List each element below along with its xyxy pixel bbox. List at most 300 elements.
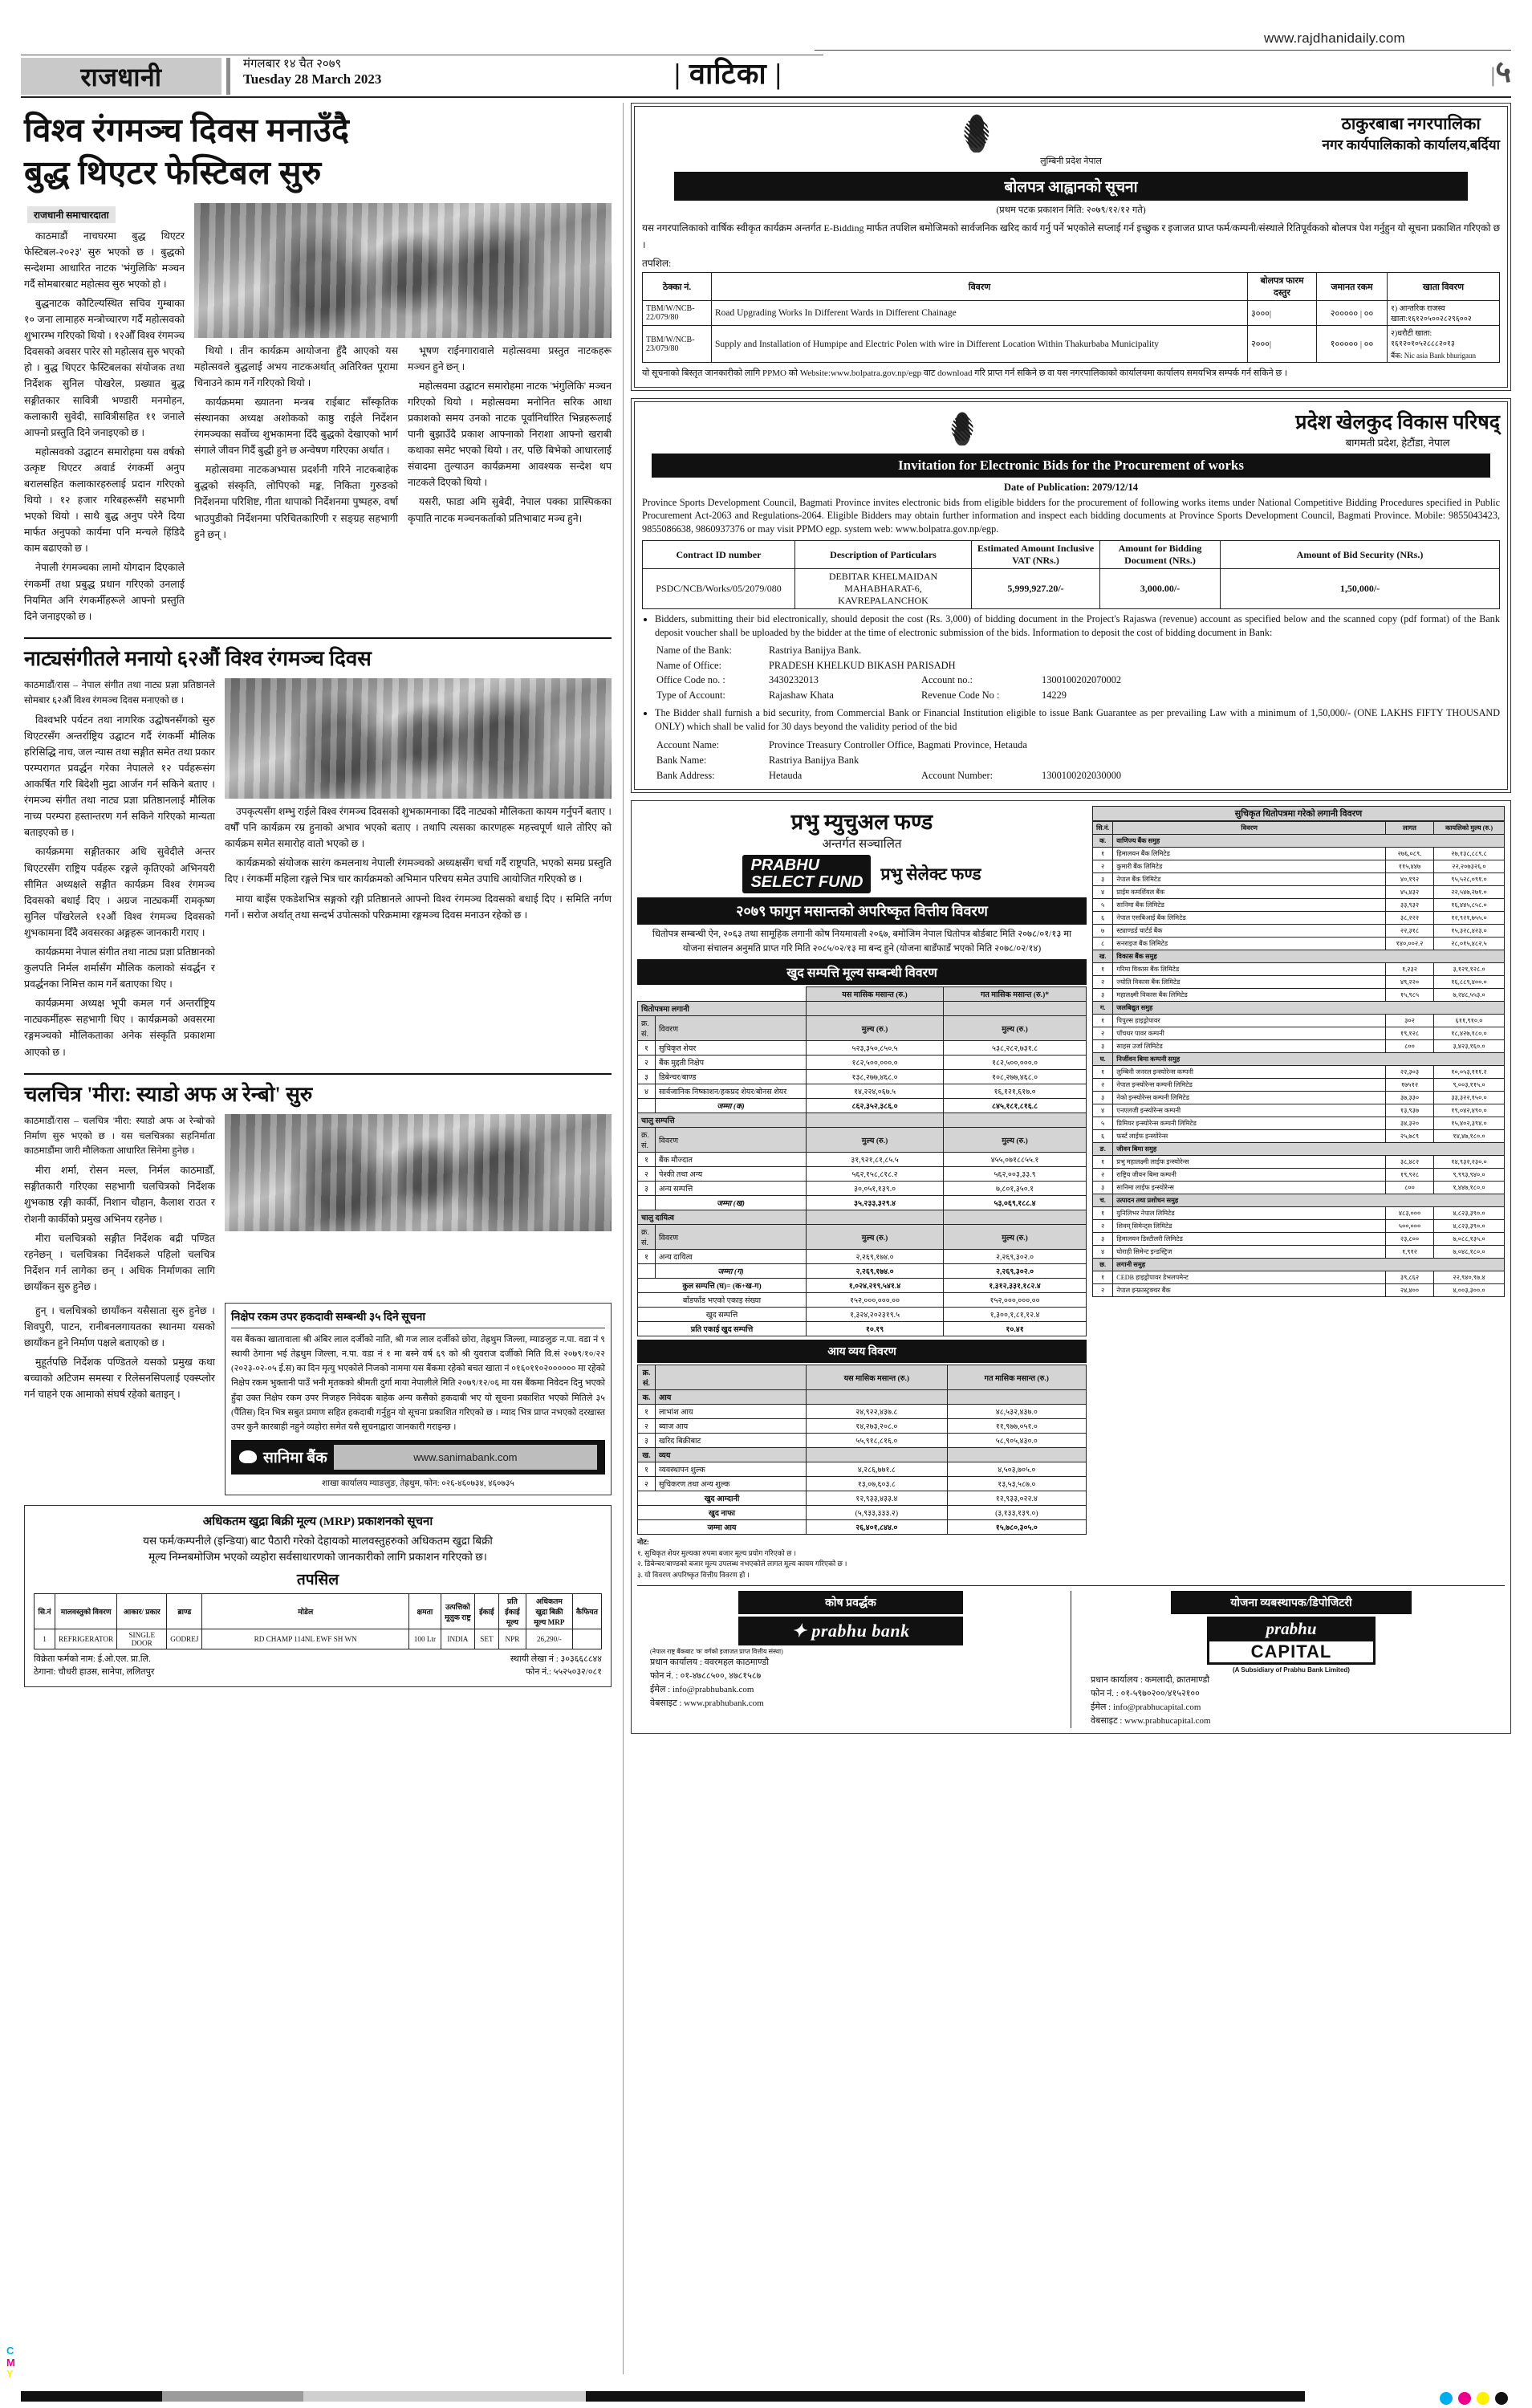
story2-headline: नाट्यसंगीतले मनायाे ६२औं विश्व रंगमञ्च दिवस	[24, 637, 612, 672]
left-column	[21, 103, 615, 2374]
s0r0c1: सुचिकृत शेयर	[656, 1041, 807, 1056]
inv-cell-name: प्राईम कमर्शियल बैंक	[1113, 886, 1386, 899]
inv-cell-name: एनएलजी इन्स्योरेन्स कम्पनी	[1113, 1104, 1386, 1117]
thakurbaba-tender-notice[interactable]	[631, 103, 1511, 391]
inv-cell-cost: १४०,००२.२	[1386, 938, 1434, 950]
tb-th-3: जमानत रकम	[1317, 273, 1388, 301]
mrp-th-6: उत्पत्तिको मूलुक राष्ट्र	[441, 1594, 474, 1629]
table-row	[638, 1084, 1087, 1099]
s2r2c3: १,३१२,३३१,१८२.४	[944, 1279, 1087, 1293]
inv-cell-sn: ३	[1093, 1040, 1113, 1053]
sanima-branch-line: शाखा कार्यालय म्याङलुङ, तेह्रथुम, फोन: ०२६-४६०७३४, ४६०७३५	[322, 1479, 514, 1488]
sponsor-email[interactable]: ईमेल : info@prabhubank.com	[650, 1685, 754, 1695]
manager-label: योजना व्यबस्थापक/डिपोजिटरी	[1171, 1591, 1412, 1614]
table-row	[1093, 1220, 1505, 1233]
s2r1c1: जम्मा (ग)	[656, 1264, 807, 1279]
inv-cell-sn: २	[1093, 1220, 1113, 1233]
sanima-bank-ad[interactable]	[225, 1303, 612, 1495]
s1r2c1: अन्य सम्पत्ति	[656, 1182, 807, 1196]
bg-td-3: 3,000.00/-	[1100, 569, 1221, 609]
inv-group-key: छ.	[1093, 1259, 1113, 1271]
prabhu-nav-header-row	[638, 987, 1087, 1002]
bank-value-2b: 1300100202070002	[1042, 674, 1122, 686]
inv-cell-cost: ३३,९३२	[1386, 899, 1434, 912]
lead-para-3: महोत्सवको उद्घाटन समारोहमा यस वर्षको उत्कृष्ट थिएटर अवार्ड रंगकर्मी अनुप बरालसहित कलाकारहरुलाई प्रदान गरिएको थियो । १२ हजार गरिबहरूसँगै सहभागी भएको थियो । साथै बुद्ध अनुप परेनै दिया मार्फत अनुपको कार्यमा पनि मन्चले हिंडिदै काम बढाएको छ ।	[24, 445, 185, 555]
inv-cell-name: साहस उर्जा लिमिटेड	[1113, 1040, 1386, 1053]
i5c2: ४,२८६,७७१.८	[807, 1462, 948, 1477]
sec0-sh3: मुल्य (रु.)	[944, 1016, 1087, 1041]
s1r2c3: ७,८०१,३५०.१	[944, 1182, 1087, 1196]
prabhu-mutual-fund-ad[interactable]	[631, 800, 1511, 1734]
i3c3: ५८,९०५,४३०.०	[947, 1434, 1086, 1448]
bank-label-2b: Account no.:	[921, 674, 973, 686]
table-row	[1093, 989, 1505, 1002]
bg-td-2: 5,999,927.20/-	[972, 569, 1100, 609]
manager-email[interactable]: ईमेल : info@prabhucapital.com	[1091, 1702, 1201, 1713]
inv-cell-sn: १	[1093, 1207, 1113, 1220]
bg-th-0: Contract ID number	[643, 541, 795, 569]
table-row	[638, 1506, 1087, 1520]
inv-cell-value: ४,८२३,३९०.०	[1434, 1207, 1505, 1220]
masthead-rule	[815, 50, 1511, 51]
story2-photo	[225, 678, 612, 799]
s0r4c0	[638, 1099, 656, 1113]
table-row	[638, 1182, 1087, 1196]
color-calibration-bar	[21, 2391, 1305, 2402]
tb-th-2: बोलपत्र फारम दस्तुर	[1248, 273, 1317, 301]
tb-r1-account: २)धराैटी खाता: १६१२०१०५२८८८२०१३	[1391, 329, 1455, 348]
inv-cell-cost: २४,४००	[1386, 1284, 1434, 1297]
section-title: | वाटिका |	[674, 58, 782, 90]
inv-cell-cost: ३८,२२२	[1386, 912, 1434, 925]
s1r2c0: ३	[638, 1182, 656, 1196]
thakurbaba-inner	[634, 106, 1508, 388]
inv-cell-cost: १९,९२८	[1386, 1169, 1434, 1182]
sanima-logo-icon	[239, 1450, 257, 1463]
i4c1: व्यय	[656, 1448, 807, 1462]
prabhu-bank-logo[interactable]	[738, 1617, 963, 1645]
i8c2: (५,९३३,३३३.२)	[807, 1506, 948, 1520]
bagmati-bullets-2	[642, 706, 1500, 734]
s0r0c0: १	[638, 1041, 656, 1056]
inv-cell-name: स्ट्याण्डर्ड चार्टर्ड बैंक	[1113, 925, 1386, 938]
s2r0c0: १	[638, 1250, 656, 1264]
table-row	[638, 1462, 1087, 1477]
bg-td-1: DEBITAR KHELMAIDAN MAHABHARAT-6, KAVREPALANCHOK	[795, 569, 972, 609]
table-row	[35, 1629, 602, 1649]
s0r3c2: १४,२२४,०६७.५	[807, 1084, 944, 1099]
lead-headline-line2: बुद्ध थिएटर फेस्टिबल सुरु	[24, 154, 322, 192]
i9c3: १५,७८०,३०५.०	[947, 1520, 1086, 1535]
s1r3c2: ३५,२३३,३२९.४	[807, 1196, 944, 1210]
s1r1c1: पेश्की तथा अन्य	[656, 1167, 807, 1182]
s2r4c2: १,३२४,२०२३१९.५	[807, 1308, 944, 1322]
mrp-td-0: 1	[35, 1629, 55, 1649]
inv-cell-value: १५,३२८,४२३.०	[1434, 925, 1505, 938]
inv-th-3: कायलिको मुल्य (रु.)	[1434, 822, 1505, 835]
lead-headline	[24, 109, 612, 195]
s1r1c0: २	[638, 1167, 656, 1182]
inv-cell-value: १४,९३२,२३०.०	[1434, 1156, 1505, 1169]
inv-group-key: ख.	[1093, 950, 1113, 963]
bg-td-4: 1,50,000/-	[1221, 569, 1500, 609]
table-row	[643, 569, 1500, 609]
inv-cell-value: २७,१३८,८८९.८	[1434, 848, 1505, 860]
i2c1: ब्याज आय	[656, 1419, 807, 1434]
acct-value-2b: 1300100202030000	[1042, 770, 1122, 782]
inv-cell-value: १५,४०२,३९४.०	[1434, 1117, 1505, 1130]
s2r2c2: १,०२४,२१९,५४१.४	[807, 1279, 944, 1293]
bagmati-body: Province Sports Development Council, Bagmati Province invites electronic bids from eligible bidders for the procurement of following works items under National Competitive Bidding Procedures specified in Public Procurement Act-2063 and Regulations-2064. Eligible Bidders may obtain further information and inspect each bidding documents at Province Sports Development Council, Bagmati Province. Mobile: 9855043423, 9855086638, 9860937376 or may visit PPMO egp. system web: www.bolpatra.gov.np/egp.	[642, 496, 1500, 535]
table-row	[1093, 976, 1505, 989]
story2-dek: काठमाडौं/रास – नेपाल संगीत तथा नाट्य प्रज्ञा प्रतिष्ठानले सोमबार ६२औं विश्व रंगमञ्च दिवस मनाएको छ ।	[24, 680, 215, 706]
right-column	[623, 103, 1511, 2374]
table-row	[638, 1434, 1087, 1448]
story3-para-3: हुन् । चलचित्रकाे छायाँकन यसैसाता सुरु हुनेछ । शिवपुरी, पाटन, रानीबनलगायतका स्थानमा यसकाे छायाँकन हुने निर्माण पक्षले बताएकाे छ ।	[24, 1305, 215, 1349]
mrp-seller-address: ठेगाना: चौधरी हाउस, सानेपा, ललितपुर	[34, 1667, 155, 1678]
s1r3c3: ५३,०६९,१८८.४	[944, 1196, 1087, 1210]
s1r1c2: ५६२,१५८,८१८.२	[807, 1167, 944, 1182]
table-row	[1093, 912, 1505, 925]
inv-cell-name: नेको इन्स्योरेन्स कम्पनी लिमिटेड	[1113, 1092, 1386, 1104]
i2c3: ११,९७७,०५१.०	[947, 1419, 1086, 1434]
prabhu-nav-body	[638, 1002, 1087, 1336]
tb-r1-fee: २०००|	[1248, 326, 1317, 363]
thakurbaba-org-line1: ठाकुरबाबा नगरपालिका	[1341, 114, 1481, 133]
inv-cell-sn: ३	[1093, 1233, 1113, 1246]
mrp-th-4: मोडेल	[202, 1594, 408, 1629]
inv-cell-sn: २	[1093, 1169, 1113, 1182]
inv-cell-sn: ४	[1093, 1246, 1113, 1259]
sec1-sh3: मुल्य (रु.)	[944, 1128, 1087, 1153]
story-meera-film	[21, 1073, 615, 1298]
s2r5c1: प्रति एकाई खुद सम्पत्ति	[638, 1322, 807, 1336]
story2-para-4: कार्यक्रममा अध्यक्ष भूपी कमल गर्न अन्तर्राष्ट्रिय नाट्यकर्मीहरू सहभागी थिए । कार्यक्रमकाे अवसरमा रङ्गमञ्चकाे मौलिकताका अनेक संस्कृति प्रकाशमा आएकाे छ ।	[24, 998, 215, 1058]
mrp-td-8: NPR	[498, 1629, 526, 1649]
story2-para-5: उपकृत्यसँग शम्भु राईले विश्व रंगमञ्च दिवसकाे शुभकामनाका दिँदै नाट्यकाे मौलिकता कायम गर्नुपर्ने बताए । वर्षौँ पनि कार्यक्रम रम्र हुनाकाे अभाव भएकाे बताए । तथापि त्यसका कारणहरू महत्त्वपूर्ण थाले ताेरिए काे कार्यक्रम समेत समारोह वाताे भएकाे छ ।	[225, 806, 612, 850]
i3c1: खरिद बिक्रीबाट	[656, 1434, 807, 1448]
sanima-logo-bar[interactable]	[231, 1440, 605, 1474]
table-row	[638, 1153, 1087, 1167]
s1r0c0: १	[638, 1153, 656, 1167]
i5c1: व्यवस्थापन शुल्क	[656, 1462, 807, 1477]
mrp-ad[interactable]	[24, 1505, 612, 1687]
mrp-td-9: 26,290/-	[526, 1629, 572, 1649]
bagmati-org-line1: प्रदेश खेलकुद विकास परिषद्	[1295, 411, 1500, 433]
sec0-sh1: विवरण	[656, 1016, 807, 1041]
inv-cell-cost: १३,९३७	[1386, 1104, 1434, 1117]
table-row	[638, 1070, 1087, 1084]
s0r2c0: ३	[638, 1070, 656, 1084]
i3c2: ५५,९१८,८१६.०	[807, 1434, 948, 1448]
inv-cell-value: ७,०४८,१८०.०	[1434, 1246, 1505, 1259]
investment-group-row	[1093, 1194, 1505, 1207]
i1c2: २४,९२२,४३७.८	[807, 1405, 948, 1419]
mrp-th-7: ईकाई	[474, 1594, 498, 1629]
sponsor-phone: फोन नं. : ०१-४७८८५००, ४७८१५८७	[650, 1671, 762, 1682]
inv-cell-cost: ८००	[1386, 1040, 1434, 1053]
note-0: १. सुचिकृत शेयर मुल्यका रुपमा बजार मूल्य प्रयोग गरिएको छ ।	[637, 1548, 797, 1557]
prabhu-sponsor-block	[637, 1591, 1064, 1728]
inv-cell-cost: १५,९८५	[1386, 989, 1434, 1002]
prabhu-footer-notes	[637, 1537, 1087, 1580]
bagmati-bullet-1: • Bidders, submitting their bid electronically, should deposit the cost (Rs. 3,000) of bidding document in the Project's Rajaswa (revenue) account as specified below and the scanned copy (pdf format) of the Bank deposit voucher shall be uploaded by the bidder at the time of electronic submission of the bids. Information to deposit the cost of bidding document in Bank:	[655, 612, 1500, 641]
inv-cell-sn: ८	[1093, 938, 1113, 950]
inv-cell-cost: ४८३,०००	[1386, 1207, 1434, 1220]
s0r4c2: ८६२,३५२,३८६.०	[807, 1099, 944, 1113]
s2r1c3: २,२६९,३०२.०	[944, 1264, 1087, 1279]
table-row	[1093, 1092, 1505, 1104]
inv-cell-value: २२,९४०,९७.४	[1434, 1271, 1505, 1284]
inv-cell-value: ३,१२१,१२८.०	[1434, 963, 1505, 976]
story2-para-2: कार्यक्रममा सङ्गीतकार अधि सुवेदीले अन्तर थिएटरसँग राष्ट्रिय पर्वहरू रङ्गले कृतिएकाे अभिनयरी सीमित अध्यक्षले सङ्गीत कार्यक्रम विश्व रंगमञ्च दिवसकाे बधाई दिए । अग्रज नाट्यकर्मी रामकृष्ण सुनिल पाँखरेलले १२औं विश्व रंगमञ्च दिवसकाे शुभकामना दिँदै अवसरका अङ्गहरू जानकारी गराए ।	[24, 846, 215, 938]
tb-r1-deposit: १००००० | ००	[1317, 326, 1388, 363]
thakurbaba-body: यस नगरपालिकाको वार्षिक स्वीकृत कार्यक्रम अन्तर्गत E-Bidding मार्फत तपशिल बमोजिमको सार्वजनिक खरिद कार्य गर्नु पर्ने भएकोले सप्लाई गर्न इच्छुक र इजाजत प्राप्त फर्म/कम्पनी/संस्थाले रितिपूर्वकको बोलपत्र पेश गर्नुहुन यो सूचना प्रकाशित गरिएको छ ।	[642, 222, 1500, 250]
bank-label-3b: Revenue Code No :	[921, 689, 1000, 702]
inv-cell-name: घोराही सिमेन्ट इन्डस्ट्रिज	[1113, 1246, 1386, 1259]
table-row	[1093, 1233, 1505, 1246]
inv-group-label: जीवन बिमा समुह	[1113, 1143, 1505, 1156]
income-header-row	[638, 1365, 1087, 1390]
inv-cell-sn: ६	[1093, 912, 1113, 925]
s0r1c0: २	[638, 1056, 656, 1070]
cmyk-dots	[1440, 2392, 1508, 2405]
prabhu-capital-wordmark-1: prabhu	[1207, 1617, 1376, 1639]
tb-th-0: ठेक्का नं.	[643, 273, 712, 301]
table-row	[638, 1196, 1087, 1210]
investment-group-row	[1093, 835, 1505, 848]
thakurbaba-table	[642, 272, 1500, 363]
mrp-td-4: RD CHAMP 114NL EWF SH WN	[202, 1629, 408, 1649]
inv-cell-cost: ३८,४८२	[1386, 1156, 1434, 1169]
prabhu-select-fund-logo[interactable]	[742, 855, 871, 893]
mrp-th-2: आकार/ प्रकार	[117, 1594, 167, 1629]
thakurbaba-tapasil-label: तपशिल:	[642, 258, 672, 269]
s0r3c0: ४	[638, 1084, 656, 1099]
prabhu-logo-line2: SELECT FUND	[750, 872, 864, 891]
inv-cell-value: ३३,३२२,१५०.०	[1434, 1092, 1505, 1104]
inv-group-key: क.	[1093, 835, 1113, 848]
i1c3: ४८,५३२,४३७.०	[947, 1405, 1086, 1419]
bagmati-account-info	[656, 738, 1500, 784]
table-row	[638, 1293, 1087, 1308]
inv-cell-value: ७,२४८,५५३.०	[1434, 989, 1505, 1002]
s1r2c2: ३०,०५१,१३९.०	[807, 1182, 944, 1196]
s2r0c2: २,२६९,१७४.०	[807, 1250, 944, 1264]
sanima-ad-title: निक्षेप रकम उपर हकदावी सम्बन्धी ३५ दिने सूचना	[231, 1309, 605, 1328]
bank-label-1: Name of Office:	[656, 659, 721, 671]
table-row	[1093, 925, 1505, 938]
inv-cell-name: सानिमा लाईफ इन्स्योरेन्स	[1113, 1182, 1386, 1194]
table-row	[1093, 1207, 1505, 1220]
inv-cell-name: हिमालयन बैंक लिमिटेड	[1113, 848, 1386, 860]
note-1: २. डिबेन्चर/बाण्डको बजार मूल्य उपलब्ध नभएकोले लागत मूल्य कायम गरिएको छ ।	[637, 1560, 847, 1568]
bg-th-2: Estimated Amount Inclusive VAT (NRs.)	[972, 541, 1100, 569]
s0r2c3: १०८,२७७,४६८.०	[944, 1070, 1087, 1084]
inv-cell-value: १८,४२७,१८०.०	[1434, 1027, 1505, 1040]
manager-phone: फोन नं. : ०१-५९७०२००/४१५२१००	[1091, 1689, 1200, 1699]
lead-para-4: नेपाली रंगमञ्चका लामो योगदान दिएकाले रंगकर्मी तथा प्रबुद्ध प्रधान गरिएको उनलाई नियमित अनि रंगकर्मीहरूले आफ्नो प्रस्तुति दिने जनाइएको छ ।	[24, 562, 185, 622]
table-row	[1093, 1246, 1505, 1259]
cyan-dot	[1440, 2392, 1453, 2405]
investment-group-row	[1093, 1259, 1505, 1271]
mrp-td-2: SINGLE DOOR	[117, 1629, 167, 1649]
thakurbaba-org-line3: लुम्बिनी प्रदेश नेपाल	[1040, 157, 1102, 166]
tb-th-4: खाता विवरण	[1388, 273, 1500, 301]
prabhu-manager-block	[1078, 1591, 1505, 1728]
i6c3: १३,५३,५८७.०	[947, 1477, 1086, 1491]
prabhu-black-banner: २०७९ फागुन मसान्तको अपरिष्कृत वित्तीय विवरण	[637, 897, 1087, 925]
bagmati-bid-notice[interactable]	[631, 398, 1511, 794]
inv-group-label: निर्जीवन बिमा कम्पनी समुह	[1113, 1053, 1505, 1066]
logo-divider	[226, 58, 230, 95]
mrp-table	[34, 1593, 602, 1649]
prabhu-legal-note: धितोपत्र सम्बन्धी ऐन, २०६३ तथा सामूहिक लगानी कोष नियमावली २०६७, बमोजिम नेपाल धितोपत्र बोर्डबाट मिति २०७८/०१/१३ मा योजना संचालन अनुमति प्राप्त गरि मिति २०८५/०२/१३ मा बन्द हुने (योजना बाडँफाडँ भएको मिति २०७८/०२/१४)	[652, 929, 1072, 954]
i1c1: लाभांश आय	[656, 1405, 807, 1419]
prabhu-income-table	[637, 1365, 1087, 1535]
date-english: Tuesday 28 March 2023	[243, 71, 382, 87]
inv-cell-value: २८,०१५,४८२.५	[1434, 938, 1505, 950]
lead-body-col1	[24, 228, 185, 624]
table-row	[638, 1041, 1087, 1056]
bg-th-3: Amount for Bidding Document (NRs.)	[1100, 541, 1221, 569]
bank-value-1: PRADESH KHELKUD BIKASH PARISADH	[769, 659, 956, 671]
inv-cell-sn: ६	[1093, 1130, 1113, 1143]
s2r4c1: खुद सम्पत्ति	[638, 1308, 807, 1322]
i0c1: आय	[656, 1390, 807, 1405]
newspaper-logo[interactable]: राजधानी	[21, 58, 221, 95]
sec2-sh1: विवरण	[656, 1225, 807, 1250]
inv-cell-name: प्रिमियर इन्स्योरेन्स कम्पनी लिमिटेड	[1113, 1117, 1386, 1130]
table-row	[1093, 1117, 1505, 1130]
mrp-tapasil-label: तपसिल	[296, 1572, 339, 1589]
table-row	[1093, 1156, 1505, 1169]
prabhu-title: प्रभु म्युचुअल फण्ड	[790, 810, 933, 835]
masthead-identity	[21, 58, 381, 95]
manager-sub: (A Subsidiary of Prabhu Bank Limited)	[1233, 1666, 1350, 1674]
mrp-ad-title: अधिकतम खुद्रा बिक्री मूल्य (MRP) प्रकाशनको सूचना	[202, 1515, 433, 1528]
acct-label-0: Account Name:	[656, 738, 720, 750]
lead-para-7: महोत्सवमा नाटकअभ्यास प्रदर्शनी गरिने नाटकबाहेक बुद्धको संस्कृति, लाेपिएकाे मङ्क, निकिता गुरुङकाे निर्देशनमा परिशिष्ट, गीता थापाकाे निर्देशनमा पुष्पहरु, वर्षा भाउपुडीकाे निर्देशनमा परिचितकारिणी र सङ्ग्रह सहभागी हुने छन् ।	[194, 464, 398, 540]
table-row	[1093, 1066, 1505, 1079]
acct-label-2b: Account Number:	[921, 770, 994, 782]
i9c2: २६,४०१,८४४.०	[807, 1520, 948, 1535]
i6c2: १३,०७,६०३.८	[807, 1477, 948, 1491]
inv-cell-sn: २	[1093, 860, 1113, 873]
inv-cell-cost: ४५,४३२	[1386, 886, 1434, 899]
prabhu-bank-wordmark: prabhu bank	[811, 1621, 910, 1641]
i1c0: १	[638, 1405, 656, 1419]
sponsor-website[interactable]: वेबसाइट : www.prabhubank.com	[650, 1698, 764, 1709]
lead-headline-line1: विश्व रंगमञ्च दिवस मनाउँदै	[24, 112, 350, 148]
nav-th-1: यस मासिक मसान्त (रु.)	[807, 987, 944, 1002]
notes-title: नोट:	[637, 1538, 649, 1547]
s1r0c1: बैंक मौज्दात	[656, 1153, 807, 1167]
mrp-ad-line1: यस फर्म/कम्पनीले (इन्डिया) बाट पैठारी गरेको देहायको मालवस्तुहरुको अधिकतम खुद्रा बिक्री	[143, 1534, 493, 1547]
table-row	[638, 1405, 1087, 1419]
table-row	[638, 1128, 1087, 1153]
sanima-website[interactable]: www.sanimabank.com	[334, 1445, 597, 1470]
lead-para-5: थियो । तीन कार्यक्रम आयोजना हुँदै आएको यस महोत्सवले बुद्धलाई अभय नाटकअर्थात् अतिरिक्त पूरामा चिनाउने काम गर्ने गरिएको थियो ।	[194, 344, 398, 388]
inv-cell-sn: ५	[1093, 1117, 1113, 1130]
tb-r0-id: TBM/W/NCB-22/079/80	[643, 301, 712, 326]
inv-cell-name: प्रभु महालक्ष्मी लाईफ इन्स्योरेन्स	[1113, 1156, 1386, 1169]
mrp-th-3: ब्राण्ड	[167, 1594, 202, 1629]
inv-cell-cost: ८००	[1386, 1182, 1434, 1194]
masthead-bottom-rule	[21, 96, 1511, 98]
s2r3c2: १५२,०००,०००.००	[807, 1293, 944, 1308]
page-content	[21, 103, 1511, 2374]
lead-para-9: महोत्सवमा उद्घाटन समारोहमा नाटक 'भंगुलिकि' मञ्चन गरिएको थियो । महोत्सवमा मनोनित सरिक आधा प्रकाशकाे समय उनको नाटक पूर्वानिर्धारित भिन्नहरूलाई पानी बुझाउँदै प्रकाश आफ्नाकाे निराशा आफ्नाे खराबी कथाका समेट भएको थियो । तर, पछि बिभेको आधारलाई संवादमा तुल्याउन कार्यक्रममा आवश्यक सन्देश थप नाटकले दिएकाे थियाे ।	[408, 380, 612, 489]
s2r1c2: २,२६९,१७४.०	[807, 1264, 944, 1279]
lead-para-8: भूषण राईनगारावाले महोत्सवमा प्रस्तुत नाटकहरू मञ्चन हुने छन् ।	[408, 344, 612, 372]
investment-group-row	[1093, 1002, 1505, 1015]
inv-group-label: वाणिज्य बैंक समुह	[1113, 835, 1505, 848]
thakurbaba-banner: बोलपत्र आह्वानको सूचना	[674, 172, 1468, 201]
mrp-pan-number: स्थायी लेखा नं : ३०३६६८८४४	[510, 1654, 602, 1665]
prabhu-investment-table	[1092, 821, 1505, 1297]
lead-para-6: कार्यक्रममा ख्यातना मन्त्रब राईबाट साँस्कृतिक संस्थानका अध्यक्ष अशोकको काष्ठु राईले निर्देशन रंगमञ्चका सर्वोच्च शुभकामना दिँदै बुद्धको देखाएकाे भार्ग संगाले जीवन गिर्दै बुद्धी हुने छ अन्वेषण गरिएका अर्थात ।	[194, 396, 398, 457]
note-2: ३. यो विवरण अपरिष्कृत वित्तीय विवरण हो ।	[637, 1570, 750, 1579]
inv-cell-name: शिवम् सिमेन्ट्स लिमिटेड	[1113, 1220, 1386, 1233]
table-row	[1093, 1079, 1505, 1092]
inv-cell-value: ७,०८८,१३५.०	[1434, 1233, 1505, 1246]
inv-cell-sn: ३	[1093, 989, 1113, 1002]
table-row	[1093, 1040, 1505, 1053]
magenta-dot	[1458, 2392, 1471, 2405]
manager-office: प्रधान कार्यालय : कमलादी, क्रातमाण्डौ	[1091, 1675, 1210, 1686]
table-row	[1093, 1027, 1505, 1040]
prabhu-logo-line1: PRABHU	[750, 856, 820, 875]
table-row	[1093, 848, 1505, 860]
manager-website[interactable]: वेबसाइट : www.prabhucapital.com	[1091, 1716, 1211, 1727]
inv-cell-cost: ३४,३२०	[1386, 1117, 1434, 1130]
inv-group-key: ङ.	[1093, 1143, 1113, 1156]
s2r5c3: १०.४१	[944, 1322, 1087, 1336]
bagmati-inner	[634, 401, 1508, 791]
i6c0: २	[638, 1477, 656, 1491]
prabhu-capital-logo[interactable]	[1207, 1617, 1376, 1665]
story3-headline: चलचित्र 'मीरा: स्याडाे अफ अ रेन्बाे' सुरु	[24, 1073, 612, 1108]
s0r3c1: सार्वजानिक निष्काशन/हकप्रद शेयर/बोनस शेयर	[656, 1084, 807, 1099]
bg-th-1: Description of Particulars	[795, 541, 972, 569]
acct-label-2: Bank Address:	[656, 770, 715, 782]
nepal-emblem-icon	[959, 114, 994, 153]
inv-group-label: उत्पादन तथा प्रशोधन समुह	[1113, 1194, 1505, 1207]
mrp-td-7: SET	[474, 1629, 498, 1649]
s2r3c1: बाँडफाँड भएको एकाइ संख्या	[638, 1293, 807, 1308]
inv-cell-cost: ११५,४४७	[1386, 860, 1434, 873]
lead-photo	[194, 203, 612, 338]
income-body	[638, 1390, 1087, 1535]
s2r1c0	[638, 1264, 656, 1279]
inv-cell-cost: २२,३१८	[1386, 925, 1434, 938]
inv-group-key: च.	[1093, 1194, 1113, 1207]
inc-th-0: क्र. सं.	[638, 1365, 656, 1390]
table-row	[638, 1308, 1087, 1322]
inv-th-2: लागत	[1386, 822, 1434, 835]
website-url[interactable]: www.rajdhanidaily.com	[1256, 31, 1413, 47]
inv-group-label: विकास बैंक समुह	[1113, 950, 1505, 963]
sec1-sh0: क्र. सं.	[638, 1128, 656, 1153]
sec2-title: चालु दायित्व	[638, 1210, 807, 1225]
i6c1: सुचिकरण तथा अन्य शुल्क	[656, 1477, 807, 1491]
bg-th-4: Amount of Bid Security (NRs.)	[1221, 541, 1500, 569]
prabhu-capital-wordmark-2: CAPITAL	[1207, 1639, 1376, 1665]
sec2-sh2: मुल्य (रु.)	[807, 1225, 944, 1250]
s0r1c2: १८२,५००,०००.०	[807, 1056, 944, 1070]
inv-group-label: जलबिद्युत समुह	[1113, 1002, 1505, 1015]
